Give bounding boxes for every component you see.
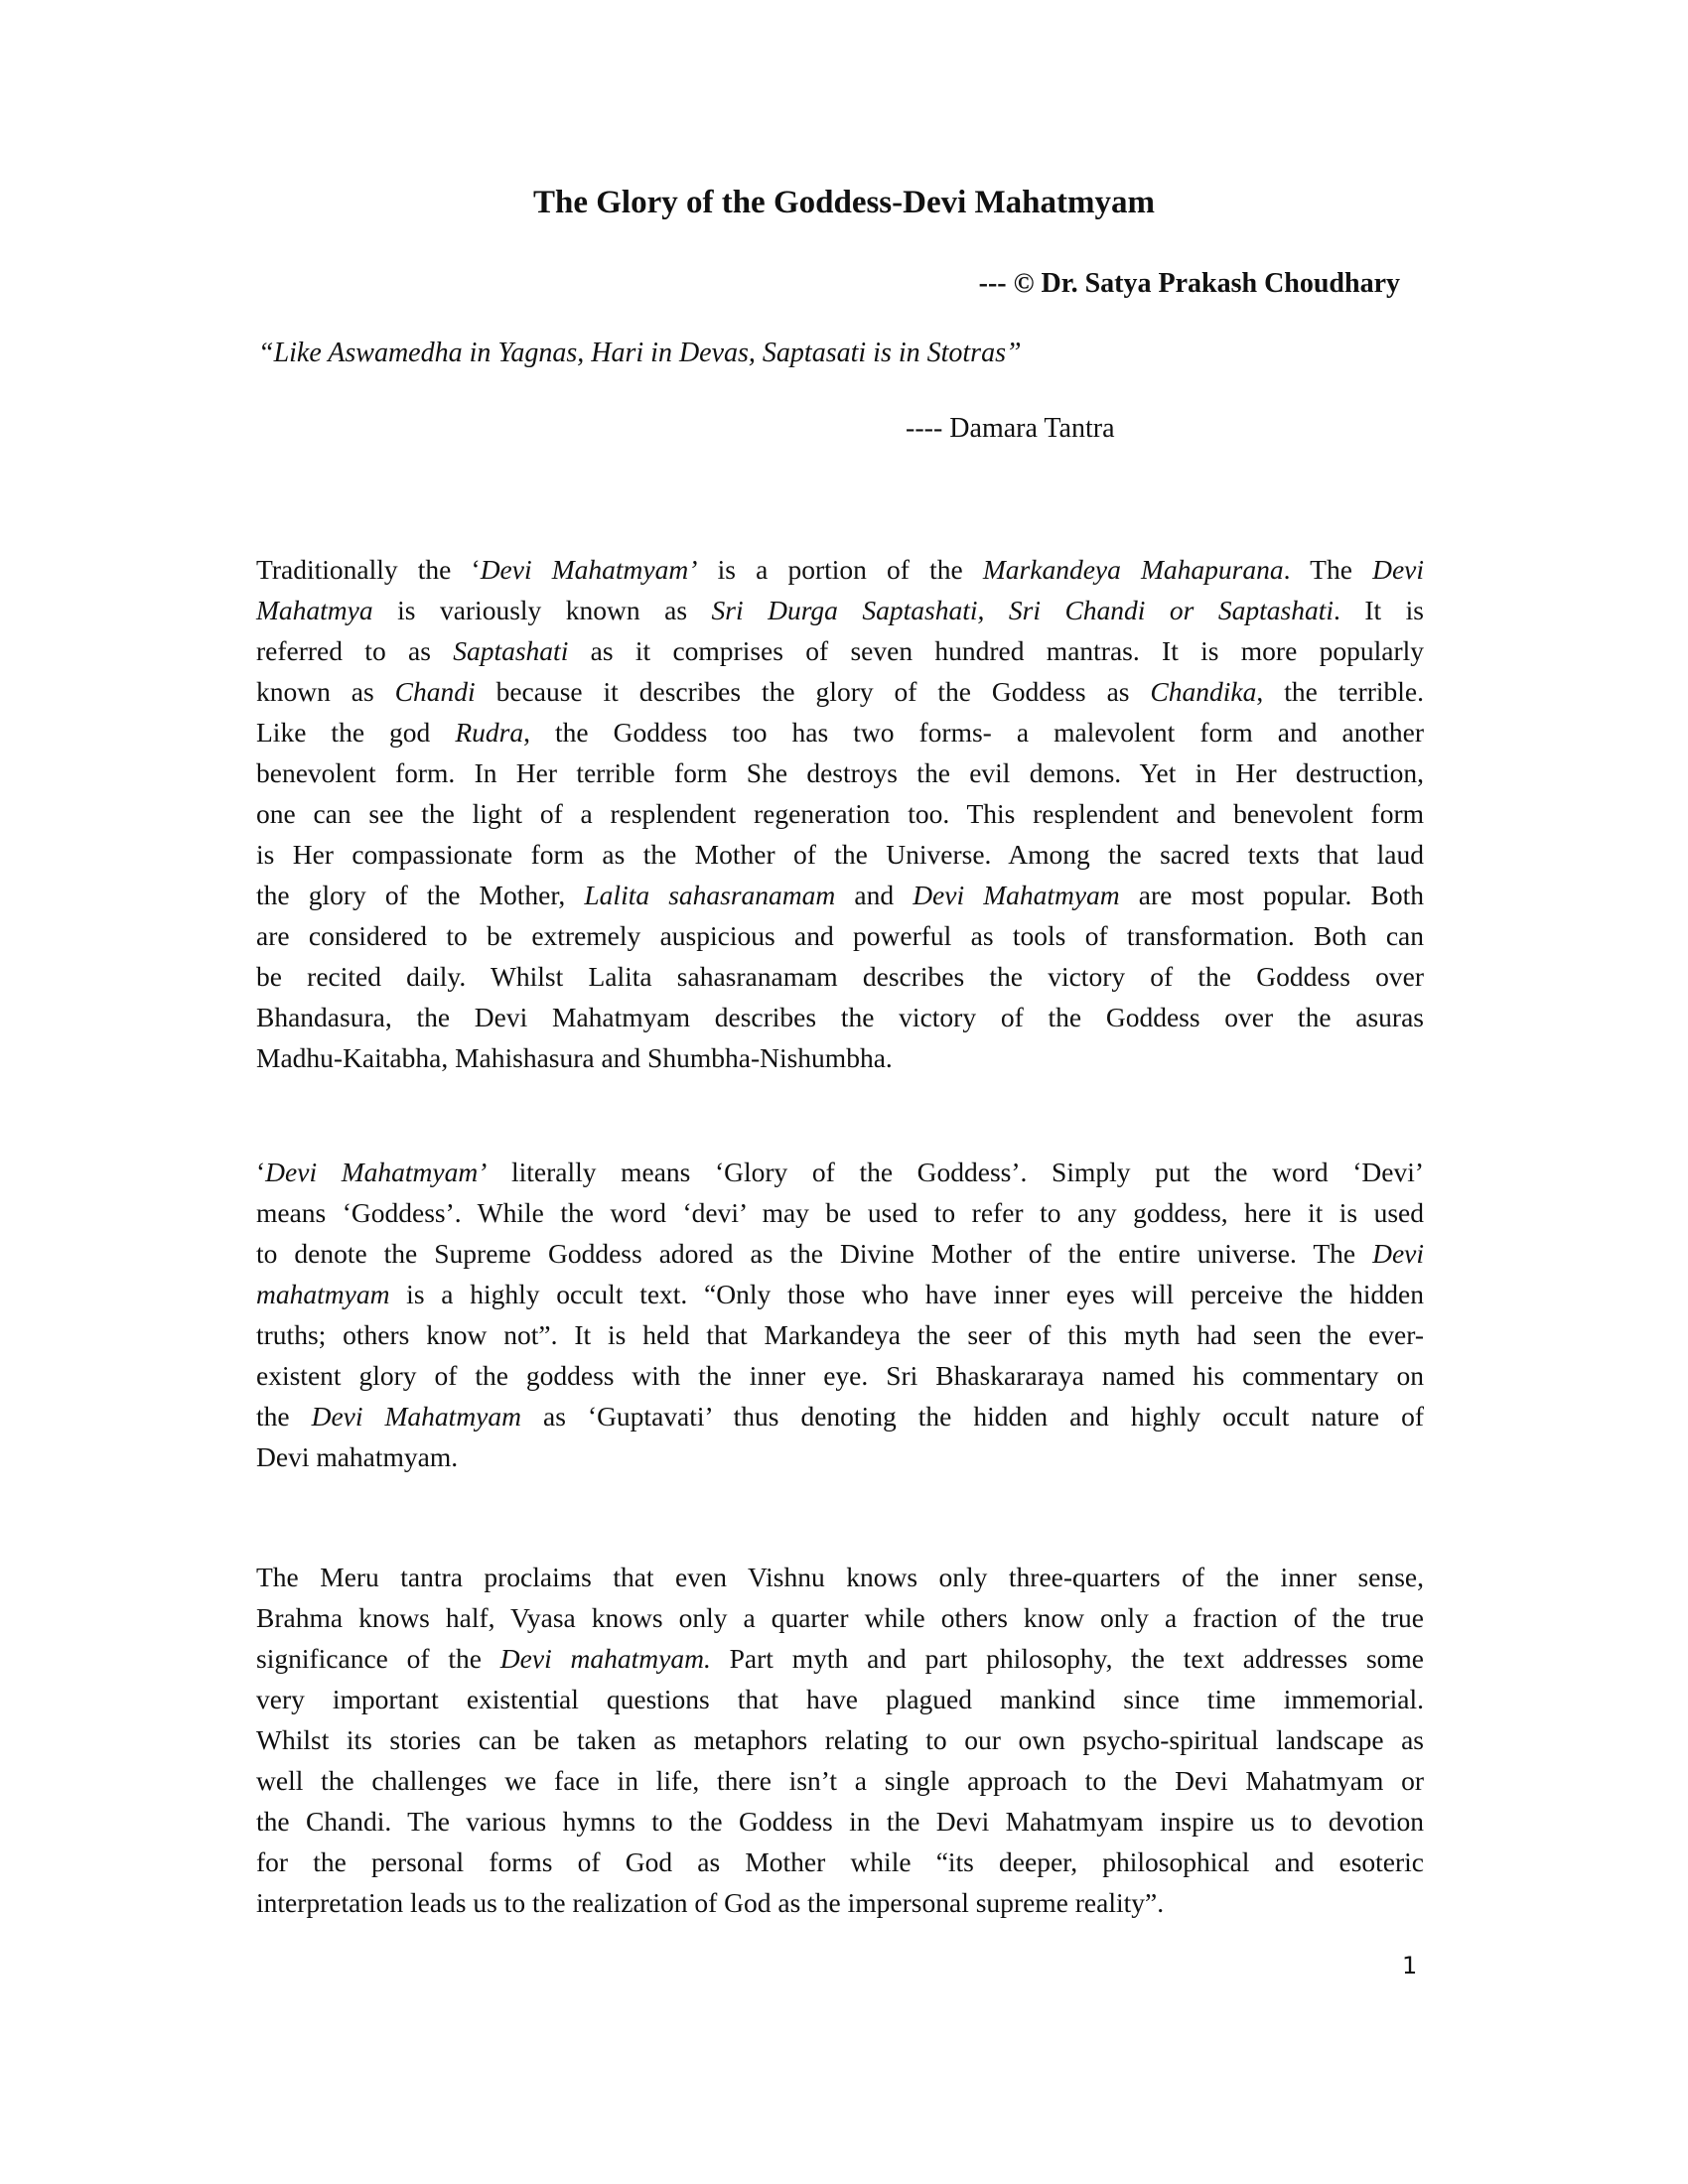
text-line: the Chandi. The various hymns to the Goddess in the Devi Mahatmyam inspire us to devotion [256, 1806, 1424, 1837]
text-line: interpretation leads us to the realization of God as the impersonal supreme reality”. [256, 1887, 1165, 1918]
text-line: benevolent form. In Her terrible form She destroys the evil demons. Yet in Her destruction, [256, 757, 1424, 788]
text-line: one can see the light of a resplendent regeneration too. This resplendent and benevolent form [256, 798, 1424, 829]
text-line: to denote the Supreme Goddess adored as the Divine Mother of the entire universe. The Devi [256, 1238, 1424, 1269]
text-line: Mahatmya is variously known as Sri Durga Saptashati, Sri Chandi or Saptashati. It is [256, 595, 1424, 625]
epigraph-quote: “Like Aswamedha in Yagnas, Hari in Devas, Saptasati is in Stotras” [258, 338, 1022, 368]
text-line: be recited daily. Whilst Lalita sahasranamam describes the victory of the Goddess over [256, 961, 1424, 992]
text-line: the Devi Mahatmyam as ‘Guptavati’ thus denoting the hidden and highly occult nature of [256, 1401, 1424, 1432]
text-line: very important existential questions that have plagued mankind since time immemorial. [256, 1684, 1424, 1714]
text-line: is Her compassionate form as the Mother of the Universe. Among the sacred texts that laud [256, 839, 1424, 870]
text-line: Like the god Rudra, the Goddess too has two forms- a malevolent form and another [256, 717, 1424, 748]
text-line: Devi mahatmyam. [256, 1441, 459, 1472]
text-line: The Meru tantra proclaims that even Vishnu knows only three-quarters of the inner sense, [256, 1562, 1424, 1592]
epigraph-source: ---- Damara Tantra [906, 413, 1115, 444]
text-line: well the challenges we face in life, there isn’t a single approach to the Devi Mahatmyam or [256, 1765, 1424, 1796]
text-line: means ‘Goddess’. While the word ‘devi’ may be used to refer to any goddess, here it is used [256, 1197, 1424, 1228]
body-paragraph-1 [256, 549, 1424, 1078]
text-line: the glory of the Mother, Lalita sahasranamam and Devi Mahatmyam are most popular. Both [256, 880, 1424, 910]
text-line: Bhandasura, the Devi Mahatmyam describes the victory of the Goddess over the asuras [256, 1002, 1424, 1032]
text-line: ‘Devi Mahatmyam’ literally means ‘Glory of the Goddess’. Simply put the word ‘Devi’ [256, 1157, 1424, 1187]
text-line: Traditionally the ‘Devi Mahatmyam’ is a portion of the Markandeya Mahapurana. The Devi [256, 554, 1425, 585]
text-line: Whilst its stories can be taken as metaphors relating to our own psycho-spiritual landscape as [256, 1724, 1424, 1755]
text-line: Madhu-Kaitabha, Mahishasura and Shumbha-Nishumbha. [256, 1042, 893, 1073]
text-line: are considered to be extremely auspicious and powerful as tools of transformation. Both can [256, 920, 1424, 951]
text-line: referred to as Saptashati as it comprises of seven hundred mantras. It is more popularly [256, 635, 1425, 666]
text-line: significance of the Devi mahatmyam. Part myth and part philosophy, the text addresses some [256, 1643, 1425, 1674]
text-line: known as Chandi because it describes the glory of the Goddess as Chandika, the terrible. [256, 676, 1424, 707]
text-line: existent glory of the goddess with the inner eye. Sri Bhaskararaya named his commentary on [256, 1360, 1424, 1391]
body-paragraph-2 [256, 1152, 1424, 1477]
author-credit: --- © Dr. Satya Prakash Choudhary [978, 268, 1400, 299]
text-line: truths; others know not”. It is held that Markandeya the seer of this myth had seen the ever- [256, 1319, 1424, 1350]
text-line: Brahma knows half, Vyasa knows only a quarter while others know only a fraction of the true [256, 1602, 1424, 1633]
text-line: for the personal forms of God as Mother while “its deeper, philosophical and esoteric [256, 1846, 1424, 1877]
page-number: 1 [1402, 1952, 1418, 1979]
document-title: The Glory of the Goddess-Devi Mahatmyam [532, 185, 1156, 220]
body-paragraph-3 [256, 1557, 1424, 1923]
text-line: mahatmyam is a highly occult text. “Only those who have inner eyes will perceive the hidden [256, 1279, 1424, 1309]
